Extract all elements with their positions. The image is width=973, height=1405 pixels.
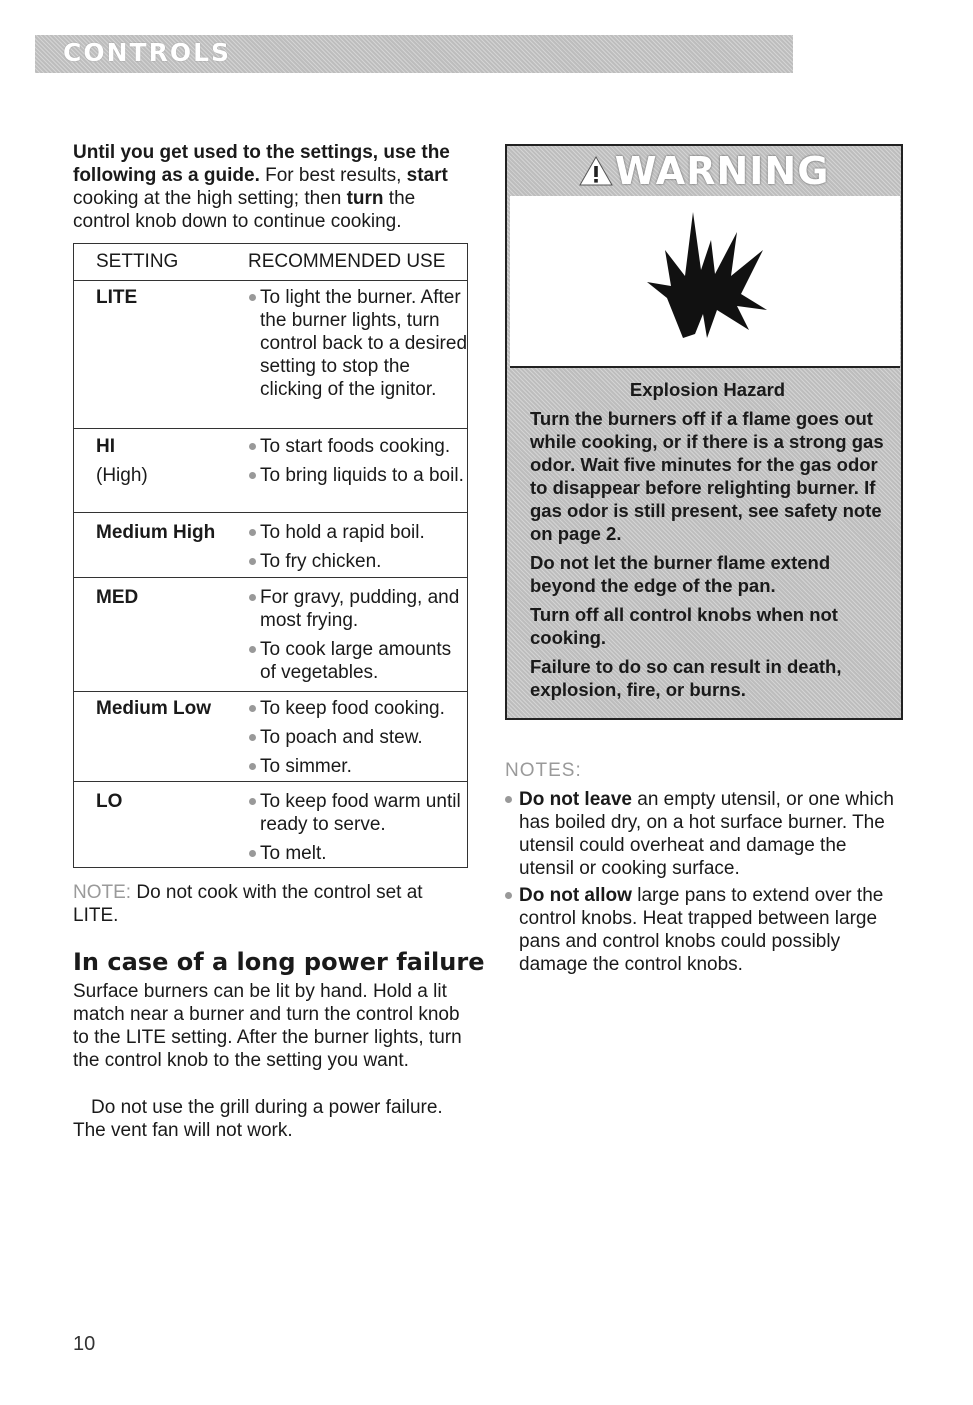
bullet-icon [249,294,256,301]
use-item [246,755,470,778]
explosion-icon [645,210,770,340]
warning-title: WARNING [614,149,830,193]
warning-paragraph: Turn the burners off if a flame goes out while cooking, or if there is a strong gas odor. Wait five minutes for the gas odor to disappear before relighting burner. If gas odor is still present, see safety note on page 2. [530,408,884,544]
power-failure-paragraph-2: Do not use the grill during a power failure. The vent fan will not work. [73,1097,443,1141]
warning-symbol-area [510,196,900,368]
use-item [246,697,470,720]
warning-text [530,378,885,707]
use-item [246,638,470,684]
use-text: To melt. [260,843,327,864]
intro-paragraph [73,141,473,233]
use-text: To fry chicken. [260,551,382,572]
hazard-title: Explosion Hazard [629,379,786,400]
intro-text-1: For best results, [259,165,407,186]
warning-paragraph: Failure to do so can result in death, explosion, fire, or burns. [530,656,842,700]
bullet-icon [249,850,256,857]
warning-triangle-icon [579,156,613,186]
warning-paragraph: Turn off all control knobs when not cooking. [530,604,838,648]
use-item [246,464,470,487]
setting-name: HI [96,436,115,457]
use-item [246,586,470,632]
setting-name: Medium Low [96,698,212,719]
warning-title-wrap [579,149,830,193]
use-text: To keep food cooking. [260,698,445,719]
use-item [246,842,470,865]
use-text: To light the burner. After the burner lights, turn control back to a desired setting to stop the clicking of the ignitor. [260,287,468,400]
note-text: Do not cook with the control set at LITE. [73,882,423,926]
use-text: To poach and stew. [260,727,423,748]
use-item [246,550,470,573]
warning-box [505,144,903,720]
note-label: NOTE: [73,882,132,903]
setting-subtitle: (High) [96,465,148,486]
intro-text-3: the control knob down to continue cooking. [73,188,416,232]
setting-name: LO [96,791,123,812]
table-row [74,513,467,578]
power-failure-heading: In case of a long power failure [73,948,485,976]
warning-header [507,146,901,196]
setting-name: Medium High [96,522,216,543]
table-row [74,578,467,692]
power-failure-paragraph-1: Surface burners can be lit by hand. Hold a lit match near a burner and turn the control knob to the LITE setting. After the burner lights, turn the control knob to the setting you want. [73,981,462,1071]
use-text: To bring liquids to a boil. [260,465,464,486]
use-item [246,286,470,401]
note-bold: Do not allow [519,885,632,906]
bullet-icon [505,796,512,803]
bullet-icon [249,734,256,741]
intro-bold-turn: turn [346,188,384,209]
use-text: To cook large amounts of vegetables. [260,639,452,683]
intro-bold-lead: Until you get used to the settings, use the following as a guide. [73,142,450,186]
settings-table [73,243,468,868]
use-text: To simmer. [260,756,352,777]
page-number: 10 [73,1333,96,1355]
table-row [74,429,467,513]
setting-name: LITE [96,287,138,308]
note-text: an empty utensil, or one which has boiled dry, on a hot surface burner. The utensil could overheat and damage the utensil or cooking surface. [519,789,894,879]
note-item [519,884,899,976]
table-row [74,692,467,782]
bullet-icon [249,763,256,770]
section-title: CONTROLS [63,38,232,67]
warning-paragraph: Do not let the burner flame extend beyond the edge of the pan. [530,552,831,596]
note-lite [73,881,468,927]
use-item [246,790,470,836]
note-item [519,788,899,880]
use-text: To start foods cooking. [260,436,451,457]
bullet-icon [249,558,256,565]
use-item [246,435,470,458]
use-text: For gravy, pudding, and most frying. [260,587,460,631]
bullet-icon [249,443,256,450]
use-text: To keep food warm until ready to serve. [260,791,461,835]
note-bold: Do not leave [519,789,632,810]
table-row [74,280,467,429]
intro-bold-start: start [406,165,448,186]
section-header-bar [35,35,793,73]
notes-title: NOTES: [505,760,582,781]
table-row [74,782,467,868]
bullet-icon [249,798,256,805]
bullet-icon [249,529,256,536]
setting-name: MED [96,587,139,608]
intro-text-2: cooking at the high setting; then [73,188,347,209]
use-item [246,726,470,749]
note-text: large pans to extend over the control knobs. Heat trapped between large pans and control knobs could possibly damage the control knobs. [519,885,884,975]
column-header-setting: SETTING [96,251,179,272]
bullet-icon [505,892,512,899]
bullet-icon [249,646,256,653]
table-header [74,244,467,281]
use-text: To hold a rapid boil. [260,522,425,543]
bullet-icon [249,472,256,479]
bullet-icon [249,705,256,712]
bullet-icon [249,594,256,601]
column-header-recommended-use: RECOMMENDED USE [248,251,446,272]
use-item [246,521,470,544]
